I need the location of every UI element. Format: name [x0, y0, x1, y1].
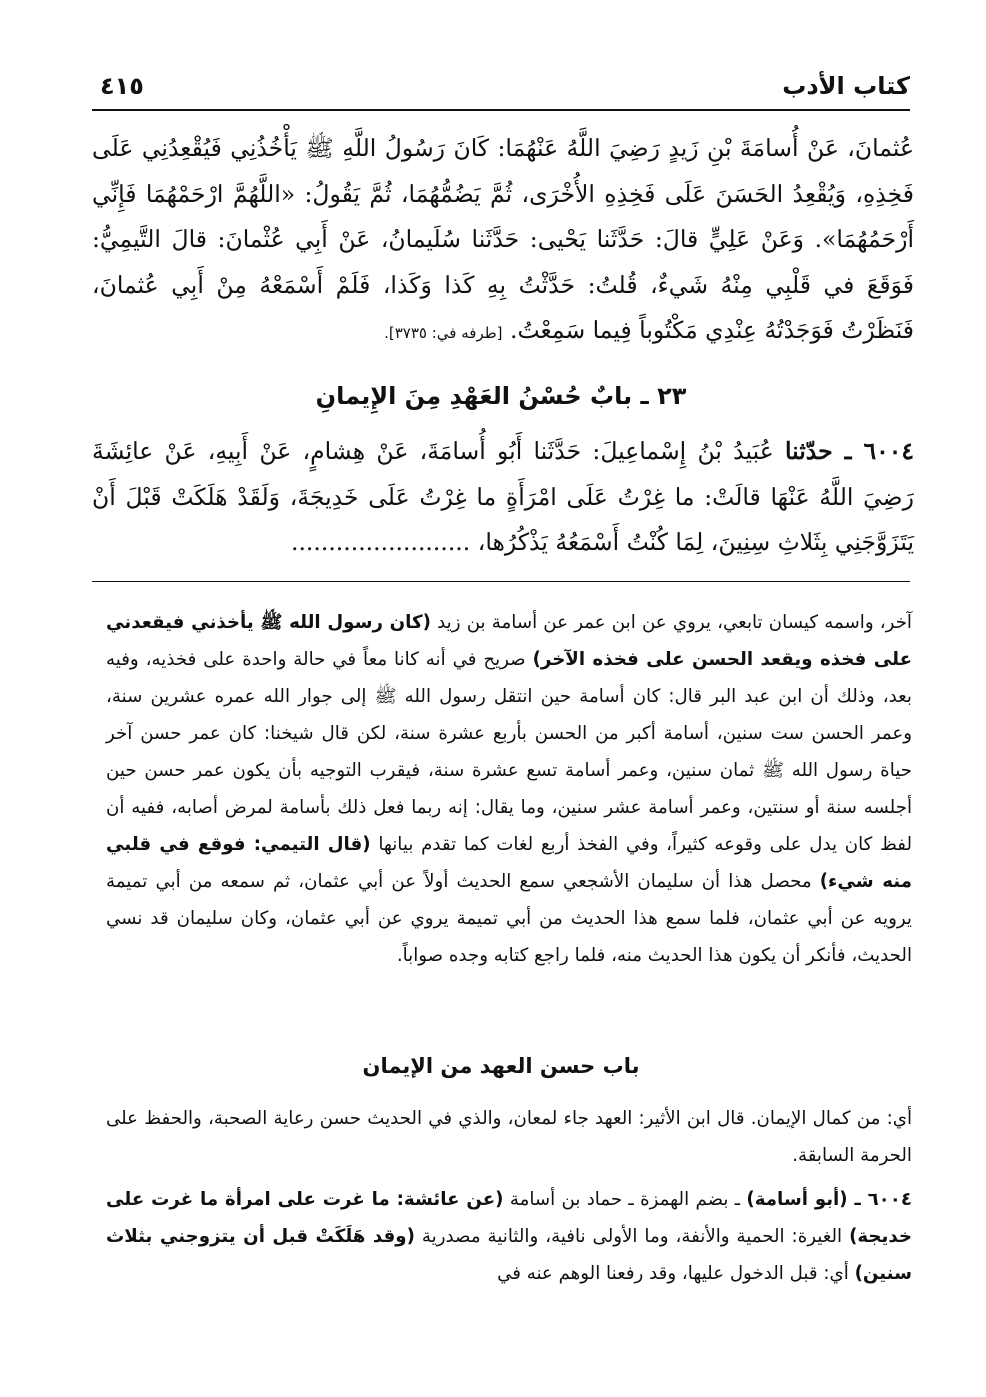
chapter-header-title: كتاب الأدب — [782, 72, 910, 100]
cross-reference: [طرفه في: ٣٧٣٥]. — [384, 324, 503, 342]
commentary-1-text-a: آخر، واسمه كيسان تابعي، يروي عن ابن عمر عن أسامة بن زيد — [437, 612, 912, 633]
commentary-6004-text-a: ـ بضم الهمزة ـ حماد بن أسامة — [509, 1189, 741, 1210]
commentary-divider — [92, 581, 910, 582]
commentary-1-text-c: محصل هذا أن سليمان الأشجعي سمع الحديث أولاً عن أبي عثمان، ثم سمعه من أبي تميمة يرويه عن أبي عثمان، فلما سمع هذا الحديث من أبي تميمة يروي عن أبي عثمان، وكان سليمان قد نسي الحديث، فأنكر أن يكون هذا الحديث منه، فلما راجع كتابه وجده صواباً. — [106, 871, 912, 966]
hadith-6004-text — [92, 429, 914, 566]
commentary-paragraph-1 — [106, 604, 912, 974]
hadith-6004-body: عُبَيدُ بْنُ إِسْماعِيلَ: حَدَّثَنا أَبُو أُسامَةَ، عَنْ هِشامٍ، عَنْ أَبِيهِ، عَنْ عائِشَةَ رَضِيَ اللَّهُ عَنْهَا قالَتْ: ما غِرْتُ عَلَى امْرَأَةٍ ما غِرْتُ عَلَى خَدِيجَةَ، وَلَقَدْ هَلَكَتْ قَبْلَ أَنْ يَتَزَوَّجَنِي بِثَلاثِ سِنِينَ، لِمَا كُنْتُ أَسْمَعُهُ يَذْكُرُها، — [92, 437, 914, 556]
commentary-6004-quote-b: (عن عائشة: ما غرت على امرأة ما غرت على خديجة) — [106, 1189, 912, 1247]
commentary-6004-quote-c: (وقد هَلَكَتْ قبل أن يتزوجني بثلاث سنين) — [106, 1226, 912, 1284]
page-header — [92, 68, 910, 108]
commentary-6004-quote-a: ٦٠٠٤ ـ (أبو أسامة) — [746, 1189, 912, 1210]
commentary-6004-text-c: أي: قبل الدخول عليها، وقد رفعنا الوهم عنه في — [497, 1263, 849, 1284]
continuation-dots: ........................ — [290, 528, 471, 556]
page-number: ٤١٥ — [100, 72, 144, 100]
commentary-paragraph-6004 — [106, 1181, 912, 1292]
header-divider — [92, 109, 910, 111]
hadith-previous-text — [92, 126, 914, 357]
hadith-previous-body: عُثمانَ، عَنْ أُسامَةَ بْنِ زَيدٍ رَضِيَ اللَّهُ عَنْهُمَا: كَانَ رَسُولُ اللَّهِ ﷺ يَأْخُذُنِي فَيُقْعِدُنِي عَلَى فَخِذِهِ، وَيُقْعِدُ الحَسَنَ عَلَى فَخِذِهِ الأُخْرَى، ثُمَّ يَضُمُّهُمَا، ثُمَّ يَقُولُ: «اللَّهُمَّ ارْحَمْهُمَا فَإِنِّي أَرْحَمُهُمَا». وَعَنْ عَلِيٍّ قالَ: حَدَّثَنا يَحْيى: حَدَّثَنا سُلَيمانُ، عَنْ أَبِي عُثْمانَ: قالَ التَّيمِيُّ: فَوَقَعَ في قَلْبِي مِنْهُ شَيءٌ، قُلتُ: حَدَّثْتُ بِهِ كَذا وَكَذا، فَلَمْ أَسْمَعْهُ مِنْ أَبِي عُثمانَ، فَنَظَرْتُ فَوَجَدْتُهُ عِنْدِي مَكْتُوباً فِيما سَمِعْتُ. — [92, 134, 914, 344]
commentary-chapter-title: باب حسن العهد من الإيمان — [362, 1054, 640, 1078]
hadith-number-lead: ٦٠٠٤ ـ حدّثنا — [785, 437, 914, 465]
commentary-chapter-explanation: أي: من كمال الإيمان. قال ابن الأثير: العهد جاء لمعان، والذي في الحديث حسن رعاية الصحبة، والحفظ على الحرمة السابقة. — [106, 1108, 912, 1166]
commentary-1-text-b: صريح في أنه كانا معاً في حالة واحدة على فخذيه، وفيه بعد، وذلك أن ابن عبد البر قال: كان أسامة حين انتقل رسول الله ﷺ إلى جوار الله عمره عشرين سنة، وعمر الحسن ست سنين، أسامة أكبر من الحسن بأربع عشرة سنة، لكن قال شيخنا: كان عمر حسن آخر حياة رسول الله ﷺ ثمان سنين، وعمر أسامة تسع عشرة سنة، فيقرب التوجيه بأن يكون عمر حسن حين أجلسه سنة أو سنتين، وعمر أسامة عشر سنين، وما يقال: إنه ربما فعل ذلك بأسامة لمرض أصابه، ففيه أن لفظ كان يدل على وقوعه كثيراً، وفي الفخذ أربع لغات كما تقدم بيانها — [106, 649, 912, 855]
chapter-title: ٢٣ ـ بابٌ حُسْنُ العَهْدِ مِنَ الإِيمانِ — [315, 382, 687, 410]
commentary-1-quote-a: (كان رسول الله ﷺ يأخذني فيقعدني على فخذه ويقعد الحسن على فخذه الآخر) — [106, 612, 912, 670]
commentary-1-quote-b: (قال التيمي: فوقع في قلبي منه شيء) — [106, 834, 912, 892]
commentary-6004-text-b: الغيرة: الحمية والأنفة، وما الأولى نافية، والثانية مصدرية — [421, 1226, 843, 1247]
